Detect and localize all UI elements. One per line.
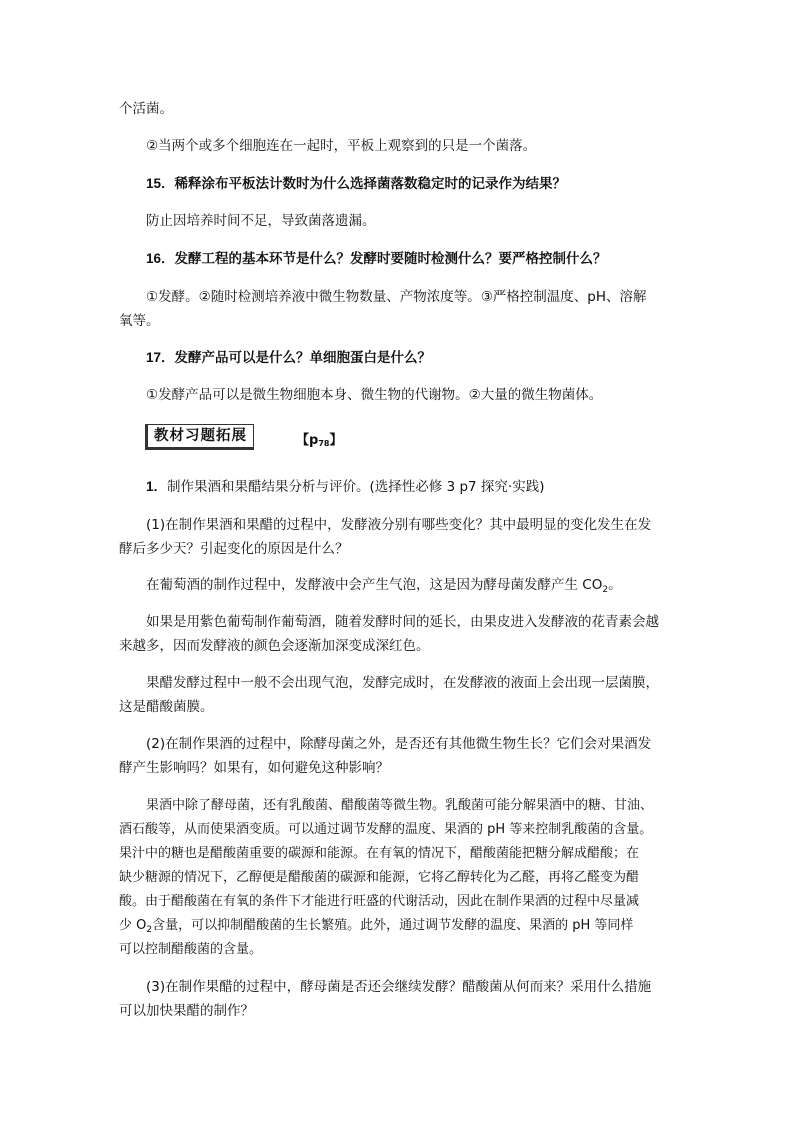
answer-2-line-4: 缺少糖源的情况下，乙醇便是醋酸菌的碳源和能源，它将乙醇转化为乙醛，再将乙醛变为醋	[119, 870, 640, 885]
answer-2-line-7: 可以控制醋酸菌的含量。	[119, 942, 263, 957]
sub-question-3-line-2: 可以加快果醋的制作？	[119, 1003, 254, 1019]
question-17	[146, 349, 431, 367]
answer-2-line-1: 果酒中除了酵母菌，还有乳酸菌、醋酸菌等微生物。乳酸菌可能分解果酒中的糖、甘油、	[146, 798, 654, 813]
question-text: 稀释涂布平板法计数时为什么选择菌落数稳定时的记录作为结果？	[174, 176, 567, 192]
answer-1-line-1: 在葡萄酒的制作过程中，发酵液中会产生气泡，这是因为酵母菌发酵产生 $CO_2$。	[146, 577, 622, 595]
answer-2-line-3: 果汁中的糖也是醋酸菌重要的碳源和能源。在有氧的情况下，醋酸菌能把糖分解成醋酸；在	[119, 846, 640, 861]
question-16	[146, 250, 607, 268]
section-heading: 教材习题拓展	[145, 424, 254, 450]
answer-17: ①发酵产品可以是微生物细胞本身、微生物的代谢物。②大量的微生物菌体。	[146, 387, 603, 403]
sub-question-1-line-2: 酵后多少天？引起变化的原因是什么？	[119, 541, 349, 557]
question-number: 15．	[146, 176, 175, 191]
answer-1-line-3: 来越多，因而发酵液的颜色会逐渐加深变成深红色。	[119, 638, 430, 654]
answer-15: 防止因培养时间不足，导致菌落遗漏。	[146, 213, 376, 229]
answer-16-line-1: ①发酵。②随时检测培养液中微生物数量、产物浓度等。③严格控制温度、pH、溶解	[146, 289, 647, 305]
answer-2-line-5: 酸。由于醋酸菌在有氧的条件下才能进行旺盛的代谢活动，因此在制作果酒的过程中尽量减	[119, 894, 640, 909]
sub-question-3-line-1: (3)在制作果醋的过程中，酵母菌是否还会继续发酵？醋酸菌从何而来？采用什么措施	[146, 979, 652, 995]
answer-2-line-2: 酒石酸等，从而使果酒变质。可以通过调节发酵的温度、果酒的 pH 等来控制乳酸菌的含量。	[119, 822, 653, 837]
question-text: 制作果酒和果醋结果分析与评价。(选择性必修 3 p7 探究·实践)	[167, 479, 545, 495]
question-number: 16．	[146, 251, 175, 266]
question-text: 发酵工程的基本环节是什么？发酵时要随时检测什么？要严格控制什么？	[174, 251, 607, 267]
page-reference: 【$p_{78}$】	[296, 433, 343, 448]
question-15	[146, 175, 566, 193]
answer-1-line-4: 果醋发酵过程中一般不会出现气泡，发酵完成时，在发酵液的液面上会出现一层菌膜，	[146, 675, 659, 691]
answer-1-line-2: 如果是用紫色葡萄制作葡萄酒，随着发酵时间的延长，由果皮进入发酵液的花青素会越	[146, 614, 659, 630]
sub-question-2-line-2: 酵产生影响吗？如果有，如何避免这种影响？	[119, 760, 389, 776]
question-number: 17．	[146, 350, 175, 365]
text-line: ②当两个或多个细胞连在一起时，平板上观察到的只是一个菌落。	[146, 138, 537, 154]
answer-16-line-2: 氧等。	[119, 313, 160, 329]
exercise-1	[146, 478, 544, 496]
text-line: 个活菌。	[119, 101, 173, 117]
question-text: 发酵产品可以是什么？单细胞蛋白是什么？	[174, 350, 432, 366]
sub-question-1-line-1: (1)在制作果酒和果醋的过程中，发酵液分别有哪些变化？其中最明显的变化发生在发	[146, 517, 652, 533]
sub-question-2-line-1: (2)在制作果酒的过程中，除酵母菌之外，是否还有其他微生物生长？它们会对果酒发	[146, 736, 652, 752]
question-number: 1．	[146, 479, 168, 494]
answer-2-line-6: 少 $O_2$含量，可以抑制醋酸菌的生长繁殖。此外，通过调节发酵的温度、果酒的 pH 等同样	[119, 918, 634, 935]
answer-1-line-5: 这是醋酸菌膜。	[119, 699, 214, 715]
